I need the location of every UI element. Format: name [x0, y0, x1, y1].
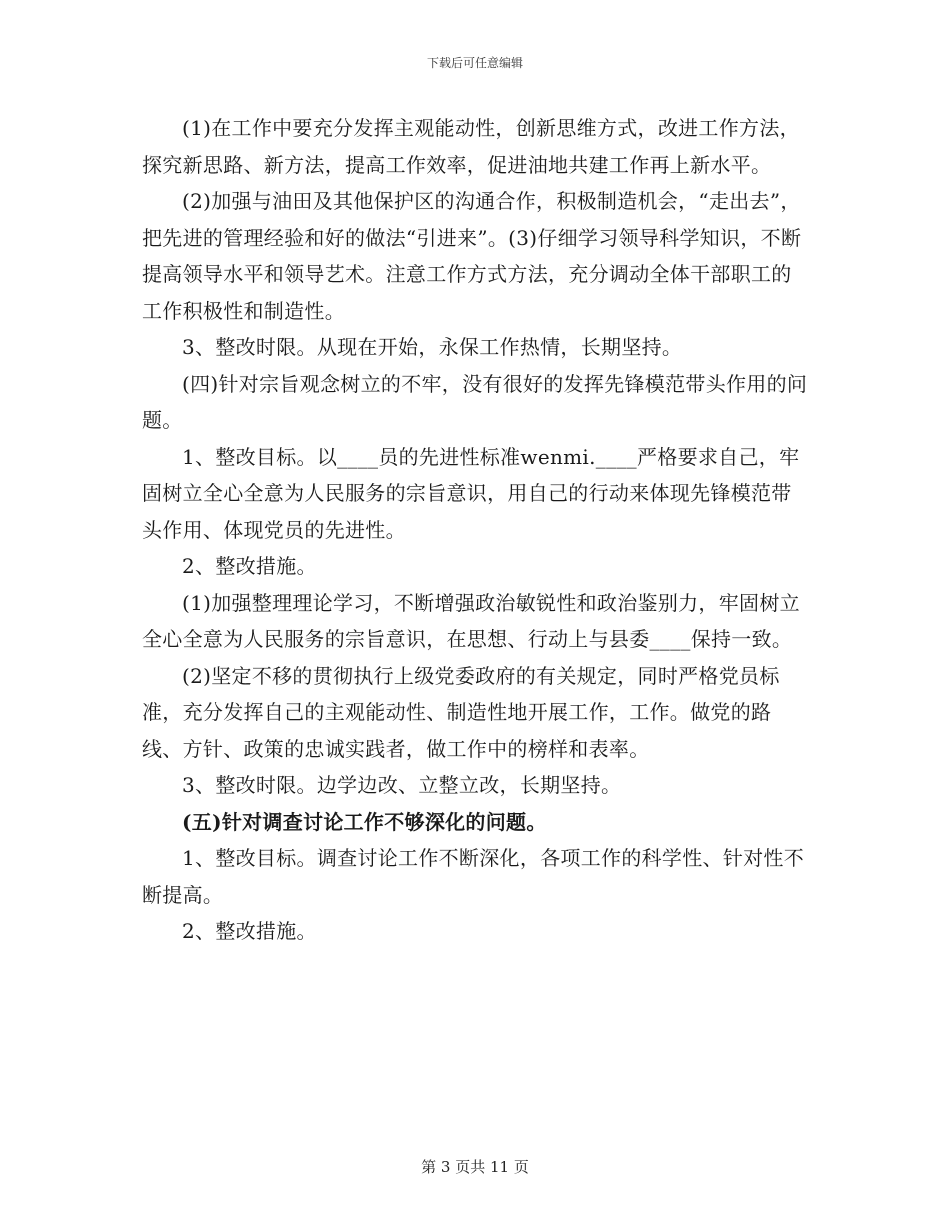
paragraph: 2、整改措施。 [182, 919, 317, 943]
paragraph: 1、整改目标。调查讨论工作不断深化，各项工作的科学性、针对性不断提高。 [142, 846, 805, 907]
section-heading: (四)针对宗旨观念树立的不牢，没有很好的发挥先锋模范带头作用的问题。 [142, 371, 808, 432]
paragraph: 3、整改时限。边学边改、立整立改，长期坚持。 [182, 773, 622, 797]
document-body [142, 110, 810, 950]
paragraph: 2、整改措施。 [182, 554, 317, 578]
paragraph: (2)坚定不移的贯彻执行上级党委政府的有关规定，同时严格党员标准，充分发挥自己的主观能动性、制造性地开展工作，工作。做党的路线、方针、政策的忠诚实践者，做工作中的榜样和表率。 [142, 663, 780, 761]
page-number: 第 3 页共 11 页 [421, 1158, 529, 1176]
paragraph: 1、整改目标。以____员的先进性标准wenmi.____严格要求自己，牢固树立全心全意为人民服务的宗旨意识，用自己的行动来体现先锋模范带头作用、体现党员的先进性。 [142, 444, 800, 542]
paragraph: (2)加强与油田及其他保护区的沟通合作，积极制造机会，“走出去”，把先进的管理经验和好的做法“引进来”。(3)仔细学习领导科学知识，不断提高领导水平和领导艺术。注意工作方式方法，充分调动全体干部职工的工作积极性和制造性。 [142, 189, 802, 323]
page-header: 下载后可任意编辑 [426, 56, 523, 70]
paragraph: 3、整改时限。从现在开始，永保工作热情，长期坚持。 [182, 335, 683, 359]
paragraph: (1)加强整理理论学习，不断增强政治敏锐性和政治鉴别力，牢固树立全心全意为人民服务的宗旨意识，在思想、行动上与县委____保持一致。 [142, 590, 800, 651]
section-heading: (五)针对调查讨论工作不够深化的问题。 [182, 809, 547, 834]
paragraph: (1)在工作中要充分发挥主观能动性，创新思维方式，改进工作方法，探究新思路、新方法，提高工作效率，促进油地共建工作再上新水平。 [142, 116, 800, 177]
